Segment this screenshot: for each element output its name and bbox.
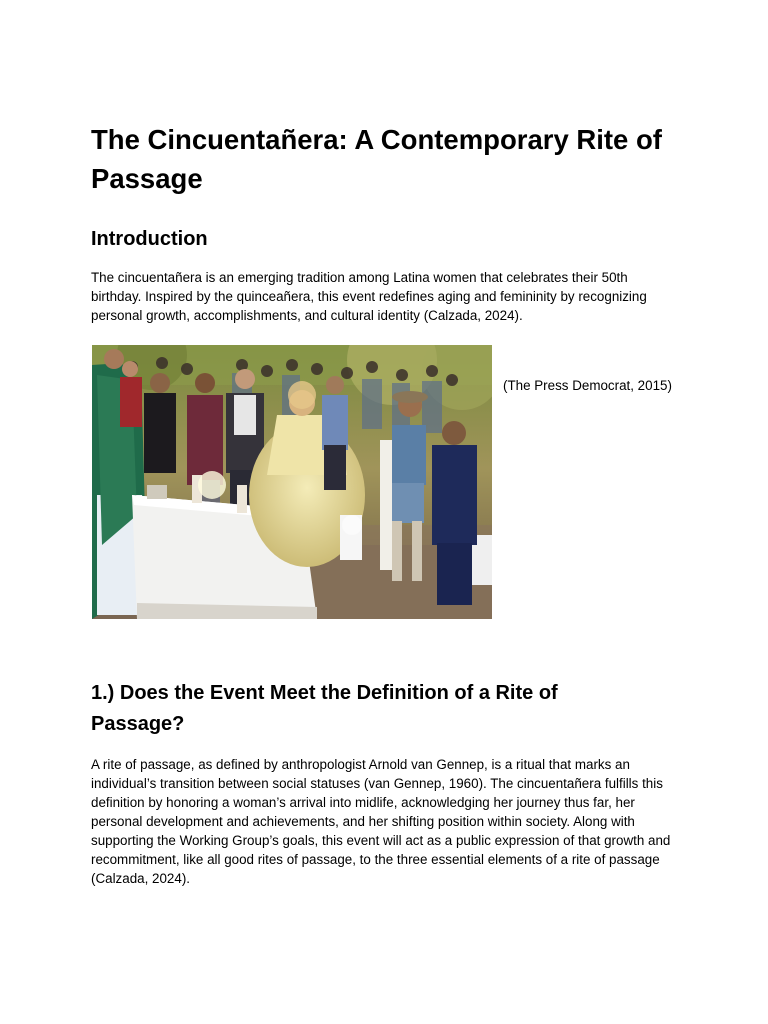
ceremony-photo (92, 345, 492, 619)
section-heading-question-1: 1.) Does the Event Meet the Definition of a Rite of Passage? (91, 682, 558, 735)
section-heading-introduction: Introduction (91, 228, 208, 250)
figure-caption: (The Press Democrat, 2015) (503, 378, 672, 393)
question-1-paragraph: A rite of passage, as defined by anthropologist Arnold van Gennep, is a ritual that marks an individual’s transition between social statuses (van Gennep, 1960). The cincuentañera fulfills this definition by honoring a woman’s arrival into midlife, acknowledging her journey thus far, her personal development and achievements, and her shifting position within society. Along with supporting the Working Group’s goals, this event will act as a public expression of that growth and recommitment, like all good rites of passage, to the three essential elements of a rite of passage (Calzada, 2024). (91, 757, 671, 886)
document-title: The Cincuentañera: A Contemporary Rite of Passage (91, 124, 662, 194)
introduction-paragraph: The cincuentañera is an emerging tradition among Latina women that celebrates their 50th birthday. Inspired by the quinceañera, this event redefines aging and femininity by recognizing personal growth, accomplishments, and cultural identity (Calzada, 2024). (91, 270, 647, 323)
